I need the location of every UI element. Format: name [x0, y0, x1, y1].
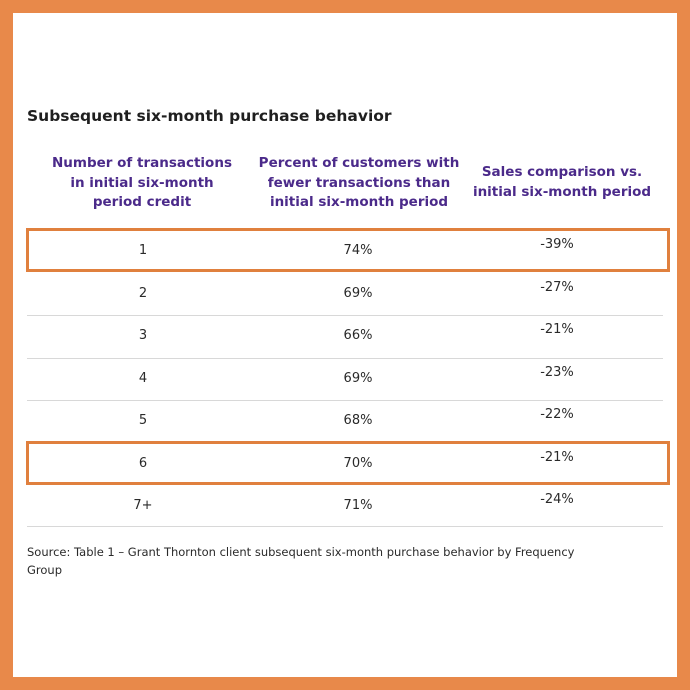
- cell-sales-comparison: -27%: [540, 280, 574, 295]
- header-transactions-line: period credit: [92, 194, 192, 210]
- cell-percent-fewer: 69%: [343, 371, 373, 386]
- cell-percent-fewer: 69%: [343, 286, 373, 301]
- cell-transactions: 6: [138, 456, 148, 471]
- table-card: [13, 13, 677, 677]
- cell-transactions: 5: [138, 413, 148, 428]
- table-row: [27, 230, 663, 272]
- header-transactions-line: in initial six-month: [70, 174, 214, 191]
- cell-sales-comparison: -22%: [540, 407, 574, 422]
- header-transactions: [33, 154, 251, 213]
- cell-sales-comparison: -39%: [540, 237, 574, 252]
- cell-percent-fewer: 71%: [343, 498, 373, 513]
- cell-transactions: 7+: [133, 498, 153, 513]
- cell-sales-comparison: -23%: [540, 365, 574, 380]
- header-percent-fewer: [239, 154, 479, 213]
- table-title: Subsequent six-month purchase behavior: [27, 107, 392, 125]
- header-percent-line: initial six-month period: [269, 194, 449, 210]
- header-sales-comparison: [453, 163, 671, 202]
- cell-sales-comparison: -21%: [540, 322, 574, 337]
- table-row: [27, 485, 663, 527]
- header-percent-line: fewer transactions than: [267, 174, 451, 191]
- table-row: [27, 315, 663, 357]
- cell-percent-fewer: 74%: [343, 243, 373, 258]
- cell-sales-comparison: -24%: [540, 492, 574, 507]
- table-row: [27, 400, 663, 442]
- cell-transactions: 1: [138, 243, 148, 258]
- cell-sales-comparison: -21%: [540, 450, 574, 465]
- source-note: Source: Table 1 – Grant Thornton client subsequent six-month purchase behavior by Frequency Group: [27, 545, 575, 577]
- cell-percent-fewer: 68%: [343, 413, 373, 428]
- header-percent-line: Percent of customers with: [258, 155, 460, 171]
- cell-percent-fewer: 70%: [343, 456, 373, 471]
- header-sales-line: initial six-month period: [472, 183, 652, 200]
- cell-transactions: 4: [138, 371, 148, 386]
- header-transactions-line: Number of transactions: [52, 155, 232, 171]
- row-separator: [27, 526, 663, 527]
- header-sales-line: Sales comparison vs.: [481, 164, 643, 180]
- cell-transactions: 2: [138, 286, 148, 301]
- cell-percent-fewer: 66%: [343, 328, 373, 343]
- cell-transactions: 3: [138, 328, 148, 343]
